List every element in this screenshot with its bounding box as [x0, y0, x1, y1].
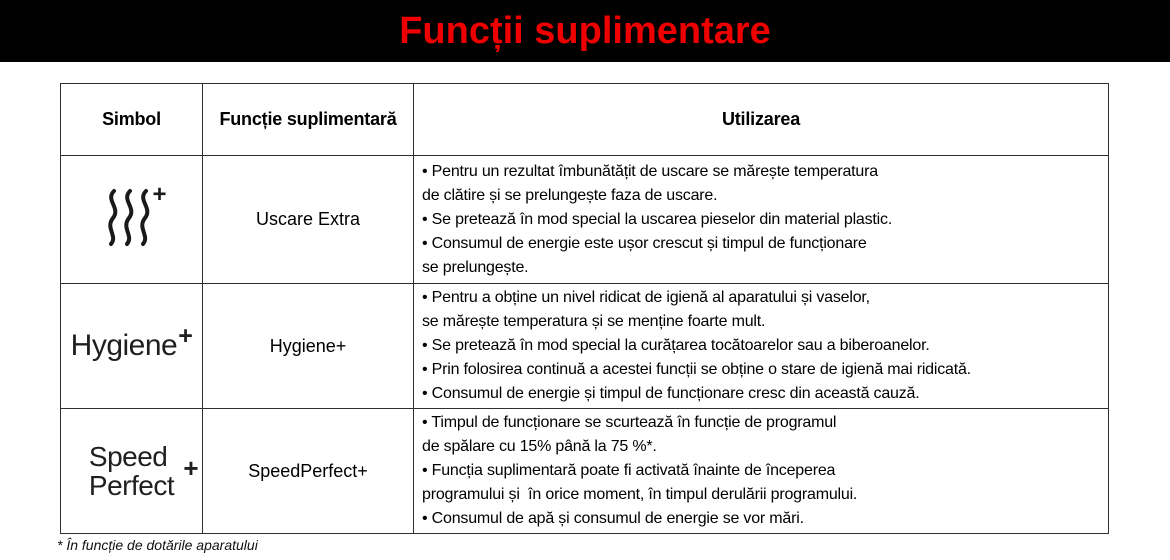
speed-label: Speed	[88, 441, 168, 472]
function-name: Hygiene+	[203, 284, 414, 409]
usage-line: • Pentru un rezultat îmbunătățit de uscare se mărește temperatura	[422, 162, 878, 180]
symbol-cell	[61, 156, 203, 284]
usage-line: de clătire și se prelungește faza de uscare.	[422, 186, 718, 204]
usage-line: • Timpul de funcționare se scurtează în funcție de programul	[422, 414, 837, 431]
plus-sign: +	[152, 181, 167, 208]
usage-line: de spălare cu 15% până la 75 %*.	[422, 438, 657, 455]
usage-line: • Pentru a obține un nivel ridicat de igienă al aparatului și vaselor,	[422, 289, 870, 306]
usage-line: programului și în orice moment, în timpul derulării programului.	[422, 486, 858, 503]
usage-line: se prelungește.	[422, 258, 529, 276]
additional-functions-table	[60, 83, 1109, 534]
header-utilizarea: Utilizarea	[414, 84, 1109, 156]
plus-sign: +	[183, 453, 199, 483]
usage-line: • Funcția suplimentară poate fi activată înainte de începerea	[422, 462, 836, 479]
function-name: SpeedPerfect+	[203, 409, 414, 534]
function-name: Uscare Extra	[203, 156, 414, 284]
perfect-label: Perfect	[88, 470, 175, 501]
title-bar	[0, 0, 1170, 62]
header-simbol: Simbol	[61, 84, 203, 156]
usage-line: • Consumul de energie este ușor crescut și timpul de funcționare	[422, 234, 867, 252]
page-title: Funcții suplimentare	[399, 10, 771, 52]
table-header-row	[61, 84, 1109, 156]
footnote: * În funcție de dotările aparatului	[57, 537, 258, 553]
usage-line: • Consumul de apă și consumul de energie se vor mări.	[422, 510, 804, 527]
usage-list	[414, 284, 1109, 409]
steam-plus-icon	[101, 181, 167, 247]
table-row-uscare-extra	[61, 156, 1109, 284]
speedperfect-plus-symbol	[88, 441, 199, 501]
usage-line: se mărește temperatura și se menține foarte mult.	[422, 313, 766, 330]
symbol-cell	[61, 284, 203, 409]
hygiene-label: Hygiene	[70, 329, 178, 362]
usage-line: • Prin folosirea continuă a acestei funcții se obține o stare de igienă mai ridicată.	[422, 361, 971, 378]
usage-list	[414, 156, 1109, 284]
plus-sign: +	[178, 322, 193, 350]
table-row-hygiene-plus	[61, 284, 1109, 409]
usage-line: • Consumul de energie și timpul de funcționare cresc din această cauză.	[422, 385, 920, 402]
usage-line: • Se pretează în mod special la uscarea pieselor din material plastic.	[422, 210, 893, 228]
symbol-cell	[61, 409, 203, 534]
header-functie-suplimentara: Funcție suplimentară	[203, 84, 414, 156]
usage-list	[414, 409, 1109, 534]
hygiene-plus-symbol	[70, 322, 193, 362]
table-row-speedperfect-plus	[61, 409, 1109, 534]
usage-line: • Se pretează în mod special la curățarea tocătoarelor sau a biberoanelor.	[422, 337, 930, 354]
